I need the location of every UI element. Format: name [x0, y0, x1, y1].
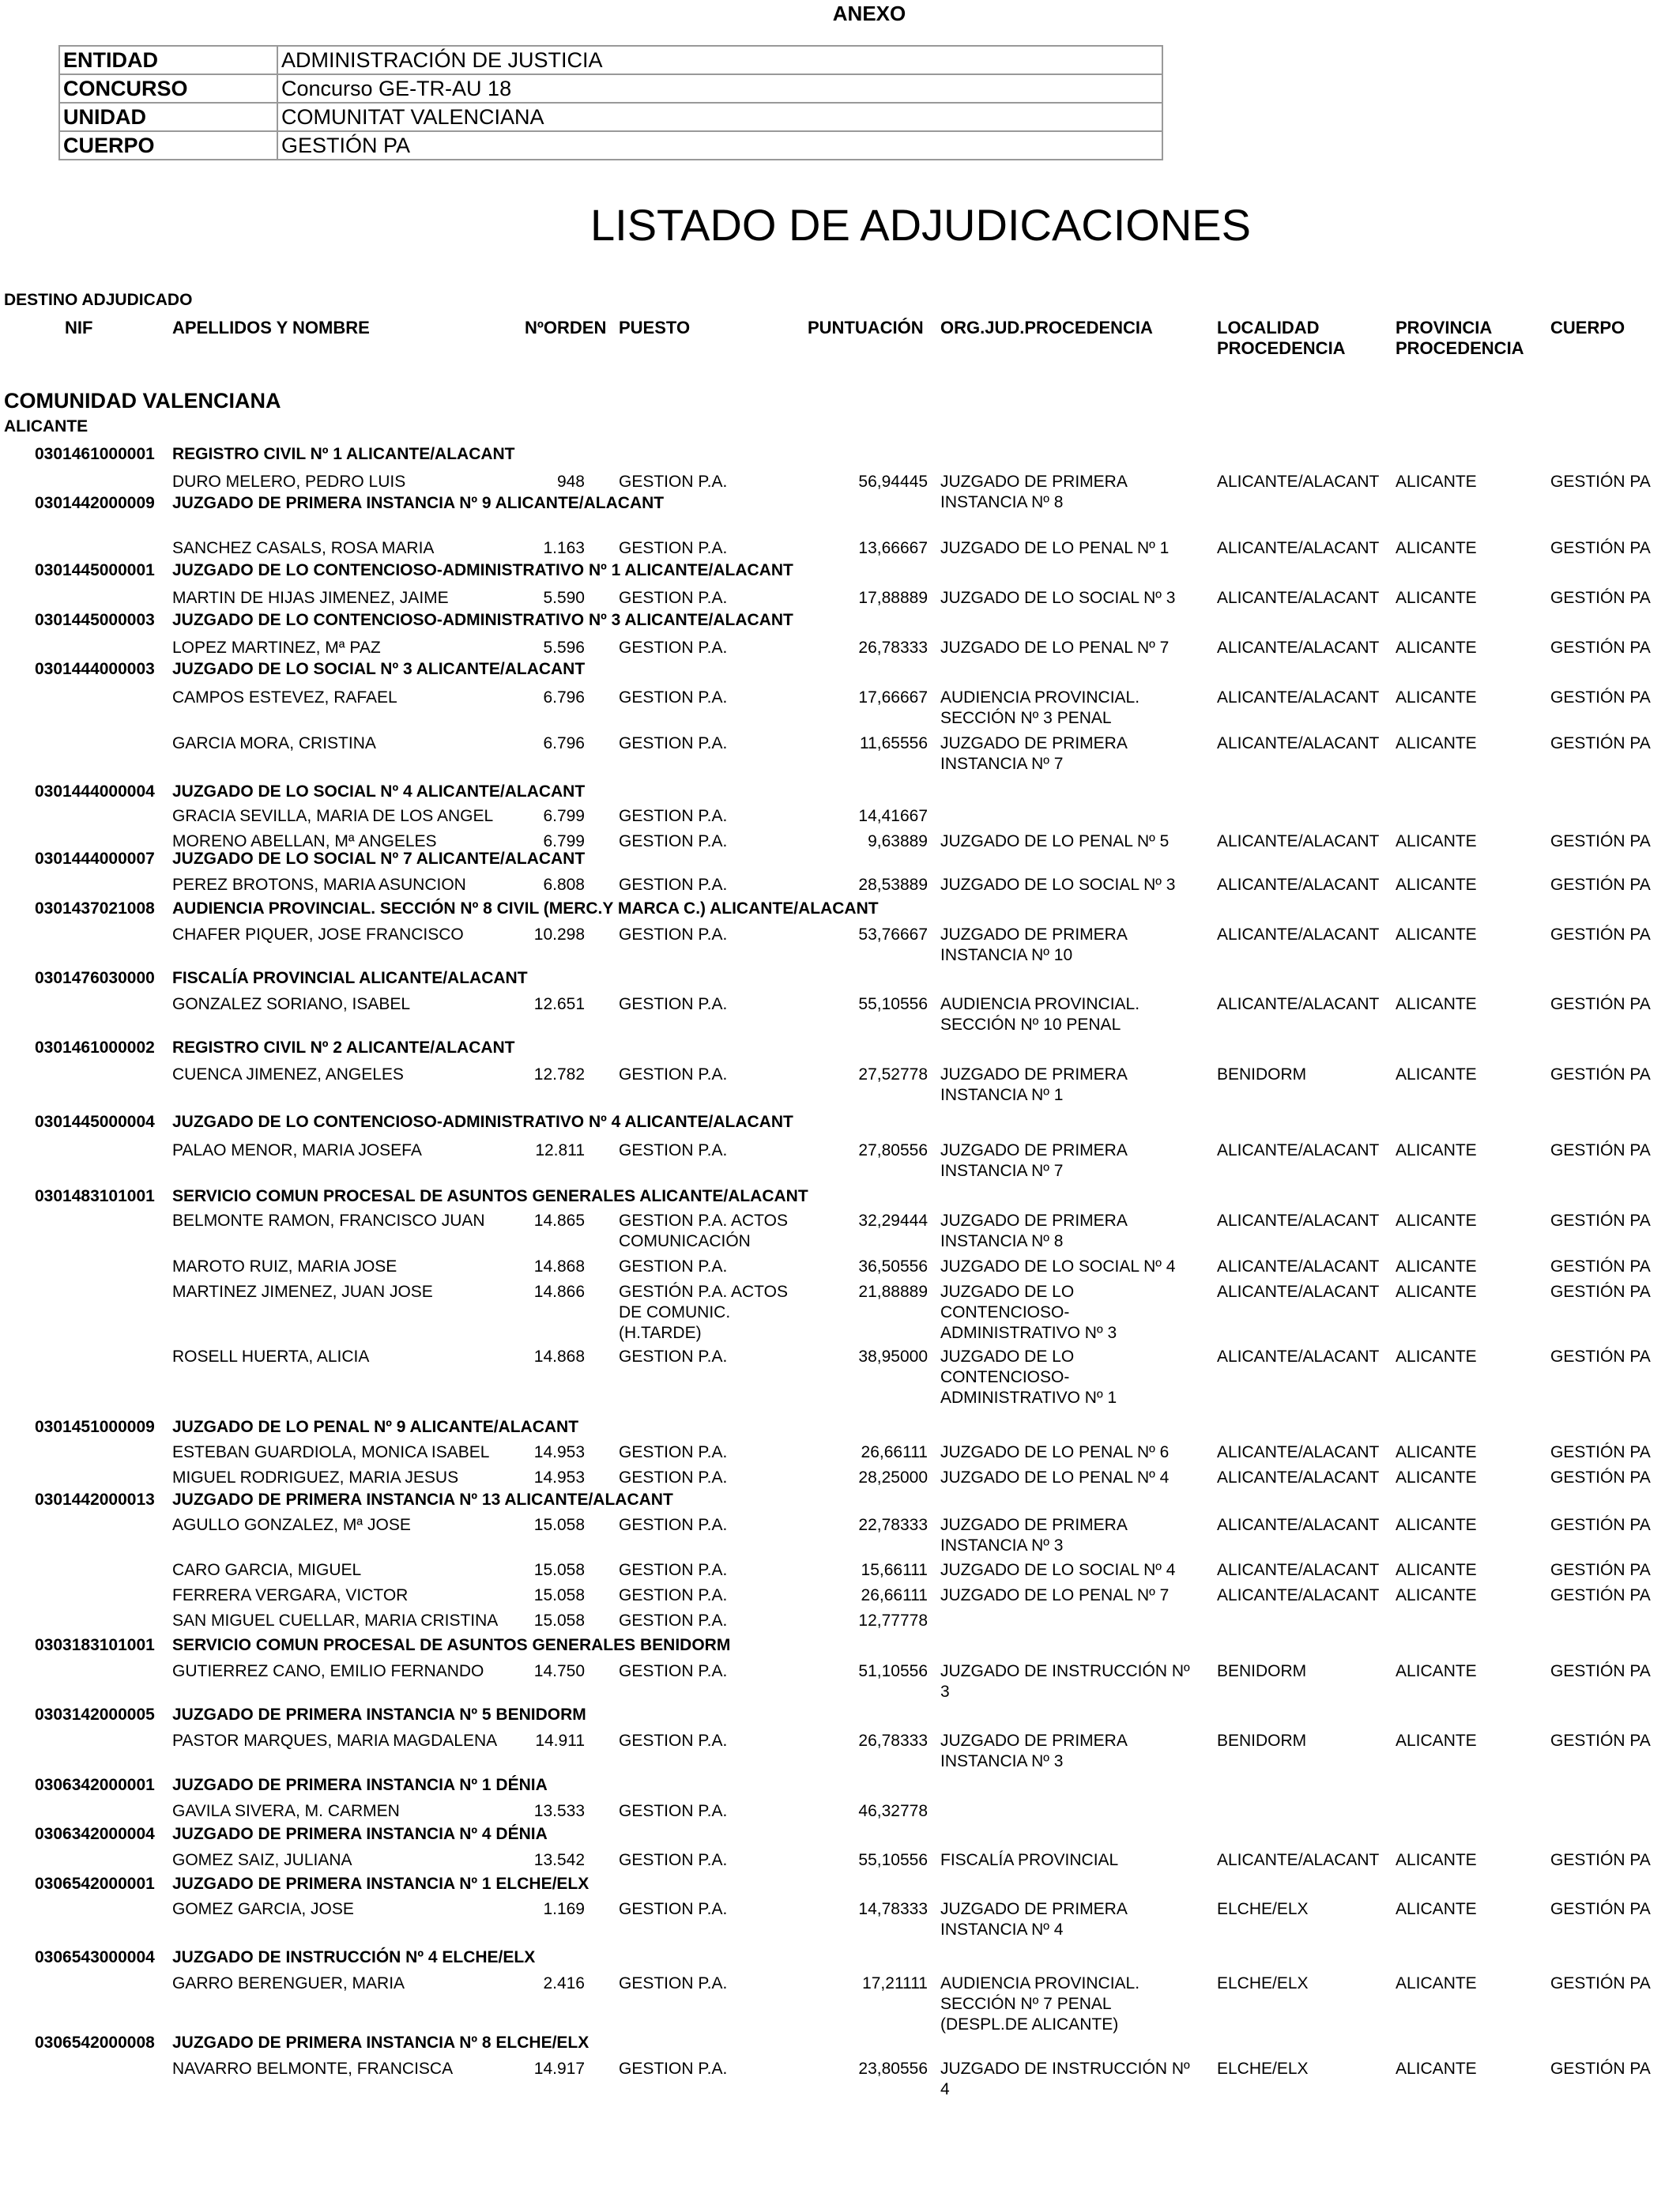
cell-puesto: GESTION P.A. [619, 807, 728, 825]
cell-cuerpo: GESTIÓN PA [1550, 1851, 1651, 1869]
cell-org-procedencia: AUDIENCIA PROVINCIAL. SECCIÓN Nº 7 PENAL (DESPL.DE ALICANTE) [940, 1974, 1140, 2034]
cell-provincia: ALICANTE [1396, 1974, 1477, 1992]
cell-cuerpo: GESTIÓN PA [1550, 589, 1651, 607]
group-code: 0306542000001 [35, 1875, 155, 1893]
cell-puesto: GESTION P.A. [619, 2060, 728, 2078]
cell-localidad: ALICANTE/ALACANT [1217, 539, 1380, 557]
group-name: JUZGADO DE LO SOCIAL Nº 4 ALICANTE/ALACANT [172, 782, 586, 801]
info-key: CUERPO [59, 131, 277, 160]
cell-orden: 15.058 [533, 1586, 585, 1604]
cell-orden: 12.651 [533, 995, 585, 1013]
cell-puesto: GESTION P.A. [619, 1065, 728, 1084]
cell-name: SANCHEZ CASALS, ROSA MARIA [172, 539, 435, 557]
group-code: 0301444000004 [35, 782, 155, 801]
cell-puntuacion: 26,78333 [858, 639, 928, 657]
cell-name: DURO MELERO, PEDRO LUIS [172, 473, 406, 491]
cell-puesto: GESTION P.A. [619, 589, 728, 607]
cell-puntuacion: 11,65556 [859, 734, 928, 752]
cell-cuerpo: GESTIÓN PA [1550, 1212, 1651, 1230]
group-name: JUZGADO DE LO CONTENCIOSO-ADMINISTRATIVO Nº 1 ALICANTE/ALACANT [172, 561, 793, 579]
group-name: JUZGADO DE PRIMERA INSTANCIA Nº 8 ELCHE/ELX [172, 2034, 590, 2052]
cell-name: MARTIN DE HIJAS JIMENEZ, JAIME [172, 589, 449, 607]
cell-puesto: GESTION P.A. [619, 1586, 728, 1604]
cell-provincia: ALICANTE [1396, 2060, 1477, 2078]
cell-name: GAVILA SIVERA, M. CARMEN [172, 1802, 400, 1820]
cell-orden: 5.590 [543, 589, 585, 607]
info-value: COMUNITAT VALENCIANA [277, 103, 1162, 131]
cell-localidad: ALICANTE/ALACANT [1217, 688, 1380, 707]
group-code: 0301445000003 [35, 611, 155, 629]
cell-localidad: ALICANTE/ALACANT [1217, 1468, 1380, 1487]
cell-localidad: ALICANTE/ALACANT [1217, 876, 1380, 894]
cell-name: MIGUEL RODRIGUEZ, MARIA JESUS [172, 1468, 459, 1487]
cell-name: NAVARRO BELMONTE, FRANCISCA [172, 2060, 454, 2078]
group-code: 0306542000008 [35, 2034, 155, 2052]
col-header-puntuacion: PUNTUACIÓN [808, 318, 924, 337]
cell-orden: 14.953 [533, 1468, 585, 1487]
cell-puntuacion: 17,66667 [858, 688, 928, 707]
col-header-provincia: PROVINCIA PROCEDENCIA [1396, 318, 1524, 358]
cell-puntuacion: 21,88889 [858, 1283, 928, 1301]
cell-org-procedencia: JUZGADO DE LO CONTENCIOSO- ADMINISTRATIVO Nº 3 [940, 1283, 1117, 1342]
cell-name: PEREZ BROTONS, MARIA ASUNCION [172, 876, 466, 894]
cell-cuerpo: GESTIÓN PA [1550, 639, 1651, 657]
cell-puntuacion: 28,25000 [858, 1468, 928, 1487]
cell-cuerpo: GESTIÓN PA [1550, 1443, 1651, 1461]
cell-cuerpo: GESTIÓN PA [1550, 1257, 1651, 1276]
cell-localidad: ALICANTE/ALACANT [1217, 1443, 1380, 1461]
cell-provincia: ALICANTE [1396, 1662, 1477, 1680]
cell-cuerpo: GESTIÓN PA [1550, 1900, 1651, 1918]
cell-name: CUENCA JIMENEZ, ANGELES [172, 1065, 404, 1084]
cell-puesto: GESTION P.A. ACTOS COMUNICACIÓN [619, 1212, 788, 1250]
cell-puntuacion: 27,80556 [858, 1141, 928, 1159]
cell-name: GARCIA MORA, CRISTINA [172, 734, 376, 752]
cell-puesto: GESTION P.A. [619, 1468, 728, 1487]
col-header-nombre: APELLIDOS Y NOMBRE [172, 318, 370, 337]
cell-puntuacion: 22,78333 [858, 1516, 928, 1534]
group-code: 0301461000002 [35, 1039, 155, 1057]
cell-cuerpo: GESTIÓN PA [1550, 1662, 1651, 1680]
cell-puntuacion: 15,66111 [861, 1561, 928, 1579]
info-key: ENTIDAD [59, 46, 277, 74]
cell-orden: 15.058 [533, 1561, 585, 1579]
cell-org-procedencia: JUZGADO DE PRIMERA INSTANCIA Nº 4 [940, 1900, 1128, 1939]
group-name: JUZGADO DE LO PENAL Nº 9 ALICANTE/ALACANT [172, 1418, 579, 1436]
destino-label: DESTINO ADJUDICADO [4, 291, 193, 309]
group-code: 0301445000001 [35, 561, 155, 579]
cell-puntuacion: 17,21111 [862, 1974, 928, 1992]
cell-puesto: GESTION P.A. [619, 539, 728, 557]
cell-localidad: ALICANTE/ALACANT [1217, 1141, 1380, 1159]
cell-localidad: ALICANTE/ALACANT [1217, 1586, 1380, 1604]
group-name: SERVICIO COMUN PROCESAL DE ASUNTOS GENERALES BENIDORM [172, 1636, 731, 1654]
cell-localidad: ALICANTE/ALACANT [1217, 832, 1380, 850]
group-name: JUZGADO DE PRIMERA INSTANCIA Nº 13 ALICANTE/ALACANT [172, 1491, 673, 1509]
group-code: 0306342000001 [35, 1776, 155, 1794]
cell-name: CARO GARCIA, MIGUEL [172, 1561, 362, 1579]
cell-org-procedencia: JUZGADO DE INSTRUCCIÓN Nº 4 [940, 2060, 1190, 2098]
cell-org-procedencia: AUDIENCIA PROVINCIAL. SECCIÓN Nº 10 PENAL [940, 995, 1140, 1034]
cell-provincia: ALICANTE [1396, 473, 1477, 491]
cell-puesto: GESTION P.A. [619, 1443, 728, 1461]
group-name: SERVICIO COMUN PROCESAL DE ASUNTOS GENERALES ALICANTE/ALACANT [172, 1187, 808, 1205]
group-code: 0301442000013 [35, 1491, 155, 1509]
cell-puesto: GESTION P.A. [619, 1732, 728, 1750]
cell-name: GARRO BERENGUER, MARIA [172, 1974, 405, 1992]
cell-name: CHAFER PIQUER, JOSE FRANCISCO [172, 925, 464, 944]
cell-provincia: ALICANTE [1396, 1257, 1477, 1276]
cell-orden: 14.917 [533, 2060, 585, 2078]
cell-puesto: GESTION P.A. [619, 1802, 728, 1820]
cell-name: GUTIERREZ CANO, EMILIO FERNANDO [172, 1662, 484, 1680]
province-heading: ALICANTE [4, 417, 89, 435]
cell-name: LOPEZ MARTINEZ, Mª PAZ [172, 639, 381, 657]
group-name: JUZGADO DE INSTRUCCIÓN Nº 4 ELCHE/ELX [172, 1948, 536, 1966]
cell-puntuacion: 23,80556 [858, 2060, 928, 2078]
cell-name: GOMEZ SAIZ, JULIANA [172, 1851, 352, 1869]
cell-puntuacion: 38,95000 [858, 1348, 928, 1366]
cell-cuerpo: GESTIÓN PA [1550, 1516, 1651, 1534]
info-value: ADMINISTRACIÓN DE JUSTICIA [277, 46, 1162, 74]
group-code: 0301445000004 [35, 1113, 155, 1131]
cell-localidad: ALICANTE/ALACANT [1217, 589, 1380, 607]
group-name: FISCALÍA PROVINCIAL ALICANTE/ALACANT [172, 969, 528, 987]
cell-name: ESTEBAN GUARDIOLA, MONICA ISABEL [172, 1443, 490, 1461]
cell-orden: 14.750 [533, 1662, 585, 1680]
cell-org-procedencia: JUZGADO DE PRIMERA INSTANCIA Nº 8 [940, 473, 1128, 511]
cell-puesto: GESTION P.A. [619, 688, 728, 707]
cell-provincia: ALICANTE [1396, 1851, 1477, 1869]
col-header-orgjud: ORG.JUD.PROCEDENCIA [940, 318, 1153, 337]
group-name: JUZGADO DE PRIMERA INSTANCIA Nº 9 ALICANTE/ALACANT [172, 494, 665, 512]
cell-org-procedencia: JUZGADO DE LO PENAL Nº 7 [940, 1586, 1170, 1604]
cell-cuerpo: GESTIÓN PA [1550, 1065, 1651, 1084]
info-key: CONCURSO [59, 74, 277, 103]
cell-provincia: ALICANTE [1396, 925, 1477, 944]
cell-cuerpo: GESTIÓN PA [1550, 1468, 1651, 1487]
cell-provincia: ALICANTE [1396, 1468, 1477, 1487]
annex-heading: ANEXO [832, 2, 906, 25]
cell-puntuacion: 26,66111 [861, 1443, 928, 1461]
cell-org-procedencia: JUZGADO DE PRIMERA INSTANCIA Nº 1 [940, 1065, 1128, 1104]
cell-localidad: ELCHE/ELX [1217, 1900, 1309, 1918]
cell-name: ROSELL HUERTA, ALICIA [172, 1348, 370, 1366]
cell-provincia: ALICANTE [1396, 1732, 1477, 1750]
cell-provincia: ALICANTE [1396, 639, 1477, 657]
cell-name: GOMEZ GARCIA, JOSE [172, 1900, 354, 1918]
cell-provincia: ALICANTE [1396, 589, 1477, 607]
cell-org-procedencia: AUDIENCIA PROVINCIAL. SECCIÓN Nº 3 PENAL [940, 688, 1140, 727]
cell-org-procedencia: JUZGADO DE PRIMERA INSTANCIA Nº 10 [940, 925, 1128, 964]
cell-name: PASTOR MARQUES, MARIA MAGDALENA [172, 1732, 498, 1750]
col-header-cuerpo: CUERPO [1550, 318, 1625, 337]
group-code: 0301461000001 [35, 445, 155, 463]
cell-orden: 13.542 [533, 1851, 585, 1869]
cell-org-procedencia: JUZGADO DE LO PENAL Nº 6 [940, 1443, 1170, 1461]
cell-cuerpo: GESTIÓN PA [1550, 1283, 1651, 1301]
cell-org-procedencia: JUZGADO DE PRIMERA INSTANCIA Nº 3 [940, 1732, 1128, 1770]
cell-name: FERRERA VERGARA, VICTOR [172, 1586, 409, 1604]
col-header-orden: NºORDEN [525, 318, 607, 337]
cell-puntuacion: 32,29444 [858, 1212, 928, 1230]
cell-org-procedencia: JUZGADO DE PRIMERA INSTANCIA Nº 8 [940, 1212, 1128, 1250]
group-code: 0306342000004 [35, 1825, 155, 1843]
cell-orden: 2.416 [543, 1974, 585, 1992]
cell-localidad: ALICANTE/ALACANT [1217, 925, 1380, 944]
cell-cuerpo: GESTIÓN PA [1550, 1561, 1651, 1579]
cell-name: MORENO ABELLAN, Mª ANGELES [172, 832, 437, 850]
cell-cuerpo: GESTIÓN PA [1550, 876, 1651, 894]
cell-name: PALAO MENOR, MARIA JOSEFA [172, 1141, 422, 1159]
cell-org-procedencia: JUZGADO DE LO SOCIAL Nº 3 [940, 589, 1176, 607]
cell-provincia: ALICANTE [1396, 832, 1477, 850]
cell-localidad: BENIDORM [1217, 1662, 1307, 1680]
group-name: JUZGADO DE PRIMERA INSTANCIA Nº 5 BENIDORM [172, 1706, 586, 1724]
cell-localidad: ALICANTE/ALACANT [1217, 1851, 1380, 1869]
group-code: 0301442000009 [35, 494, 155, 512]
cell-puesto: GESTION P.A. [619, 1348, 728, 1366]
cell-cuerpo: GESTIÓN PA [1550, 473, 1651, 491]
cell-puntuacion: 36,50556 [858, 1257, 928, 1276]
cell-puntuacion: 14,41667 [858, 807, 928, 825]
cell-orden: 15.058 [533, 1612, 585, 1630]
group-name: REGISTRO CIVIL Nº 2 ALICANTE/ALACANT [172, 1039, 515, 1057]
group-code: 0301437021008 [35, 899, 155, 918]
group-code: 0301444000007 [35, 850, 155, 868]
cell-cuerpo: GESTIÓN PA [1550, 925, 1651, 944]
cell-puntuacion: 28,53889 [858, 876, 928, 894]
cell-puesto: GESTION P.A. [619, 1662, 728, 1680]
group-name: REGISTRO CIVIL Nº 1 ALICANTE/ALACANT [172, 445, 515, 463]
cell-org-procedencia: JUZGADO DE LO PENAL Nº 7 [940, 639, 1170, 657]
cell-puesto: GESTION P.A. [619, 1612, 728, 1630]
cell-org-procedencia: JUZGADO DE PRIMERA INSTANCIA Nº 7 [940, 1141, 1128, 1180]
cell-puesto: GESTION P.A. [619, 925, 728, 944]
group-name: JUZGADO DE LO CONTENCIOSO-ADMINISTRATIVO Nº 4 ALICANTE/ALACANT [172, 1113, 793, 1131]
cell-cuerpo: GESTIÓN PA [1550, 2060, 1651, 2078]
cell-orden: 14.868 [533, 1348, 585, 1366]
group-name: AUDIENCIA PROVINCIAL. SECCIÓN Nº 8 CIVIL (MERC.Y MARCA C.) ALICANTE/ALACANT [172, 899, 879, 918]
cell-provincia: ALICANTE [1396, 1586, 1477, 1604]
cell-cuerpo: GESTIÓN PA [1550, 995, 1651, 1013]
cell-cuerpo: GESTIÓN PA [1550, 1348, 1651, 1366]
cell-puntuacion: 55,10556 [858, 995, 928, 1013]
cell-puesto: GESTION P.A. [619, 995, 728, 1013]
cell-provincia: ALICANTE [1396, 1561, 1477, 1579]
cell-orden: 14.911 [535, 1732, 585, 1750]
cell-puesto: GESTION P.A. [619, 1974, 728, 1992]
region-heading: COMUNIDAD VALENCIANA [4, 389, 281, 413]
cell-puesto: GESTION P.A. [619, 1900, 728, 1918]
cell-provincia: ALICANTE [1396, 1900, 1477, 1918]
cell-orden: 14.953 [533, 1443, 585, 1461]
cell-name: GONZALEZ SORIANO, ISABEL [172, 995, 411, 1013]
cell-puesto: GESTION P.A. [619, 832, 728, 850]
cell-puntuacion: 12,77778 [858, 1612, 928, 1630]
cell-name: MARTINEZ JIMENEZ, JUAN JOSE [172, 1283, 433, 1301]
cell-puntuacion: 13,66667 [858, 539, 928, 557]
cell-orden: 6.799 [543, 807, 585, 825]
cell-cuerpo: GESTIÓN PA [1550, 539, 1651, 557]
cell-name: MAROTO RUIZ, MARIA JOSE [172, 1257, 397, 1276]
cell-localidad: ALICANTE/ALACANT [1217, 1348, 1380, 1366]
cell-localidad: ALICANTE/ALACANT [1217, 1212, 1380, 1230]
cell-provincia: ALICANTE [1396, 1443, 1477, 1461]
cell-org-procedencia: JUZGADO DE PRIMERA INSTANCIA Nº 7 [940, 734, 1128, 773]
cell-orden: 1.169 [543, 1900, 585, 1918]
cell-puesto: GESTION P.A. [619, 876, 728, 894]
cell-localidad: ALICANTE/ALACANT [1217, 995, 1380, 1013]
cell-orden: 1.163 [543, 539, 585, 557]
cell-provincia: ALICANTE [1396, 688, 1477, 707]
cell-provincia: ALICANTE [1396, 734, 1477, 752]
cell-cuerpo: GESTIÓN PA [1550, 1732, 1651, 1750]
cell-puesto: GESTION P.A. [619, 1561, 728, 1579]
cell-localidad: ALICANTE/ALACANT [1217, 473, 1380, 491]
cell-localidad: ALICANTE/ALACANT [1217, 1516, 1380, 1534]
cell-provincia: ALICANTE [1396, 1516, 1477, 1534]
cell-puntuacion: 26,66111 [861, 1586, 928, 1604]
cell-orden: 12.811 [535, 1141, 585, 1159]
cell-localidad: BENIDORM [1217, 1732, 1307, 1750]
group-name: JUZGADO DE PRIMERA INSTANCIA Nº 4 DÉNIA [172, 1825, 548, 1843]
cell-orden: 10.298 [533, 925, 585, 944]
cell-localidad: BENIDORM [1217, 1065, 1307, 1084]
cell-orden: 6.799 [543, 832, 585, 850]
cell-name: AGULLO GONZALEZ, Mª JOSE [172, 1516, 411, 1534]
info-row-entidad [59, 46, 1162, 74]
cell-org-procedencia: JUZGADO DE INSTRUCCIÓN Nº 3 [940, 1662, 1190, 1701]
cell-provincia: ALICANTE [1396, 539, 1477, 557]
cell-orden: 15.058 [533, 1516, 585, 1534]
cell-orden: 6.796 [543, 734, 585, 752]
cell-provincia: ALICANTE [1396, 1212, 1477, 1230]
cell-provincia: ALICANTE [1396, 876, 1477, 894]
cell-org-procedencia: JUZGADO DE LO CONTENCIOSO- ADMINISTRATIVO Nº 1 [940, 1348, 1117, 1407]
cell-org-procedencia: JUZGADO DE LO PENAL Nº 5 [940, 832, 1170, 850]
cell-orden: 14.866 [533, 1283, 585, 1301]
cell-puesto: GESTION P.A. [619, 1257, 728, 1276]
cell-puesto: GESTIÓN P.A. ACTOS DE COMUNIC. (H.TARDE) [619, 1283, 788, 1342]
cell-localidad: ALICANTE/ALACANT [1217, 1257, 1380, 1276]
cell-org-procedencia: FISCALÍA PROVINCIAL [940, 1851, 1119, 1869]
cell-name: BELMONTE RAMON, FRANCISCO JUAN [172, 1212, 485, 1230]
cell-puntuacion: 14,78333 [858, 1900, 928, 1918]
cell-name: SAN MIGUEL CUELLAR, MARIA CRISTINA [172, 1612, 499, 1630]
cell-org-procedencia: JUZGADO DE LO SOCIAL Nº 4 [940, 1257, 1176, 1276]
cell-puntuacion: 27,52778 [858, 1065, 928, 1084]
cell-orden: 948 [556, 473, 585, 491]
info-key: UNIDAD [59, 103, 277, 131]
cell-puntuacion: 55,10556 [858, 1851, 928, 1869]
cell-localidad: ELCHE/ELX [1217, 1974, 1309, 1992]
group-code: 0301483101001 [35, 1187, 155, 1205]
cell-cuerpo: GESTIÓN PA [1550, 688, 1651, 707]
group-name: JUZGADO DE PRIMERA INSTANCIA Nº 1 DÉNIA [172, 1776, 548, 1794]
cell-puntuacion: 51,10556 [858, 1662, 928, 1680]
group-name: JUZGADO DE PRIMERA INSTANCIA Nº 1 ELCHE/ELX [172, 1875, 590, 1893]
info-row-cuerpo [59, 131, 1162, 160]
cell-provincia: ALICANTE [1396, 1283, 1477, 1301]
cell-name: GRACIA SEVILLA, MARIA DE LOS ANGEL [172, 807, 494, 825]
info-row-unidad [59, 103, 1162, 131]
cell-orden: 12.782 [533, 1065, 585, 1084]
col-header-localidad: LOCALIDAD PROCEDENCIA [1217, 318, 1346, 358]
cell-cuerpo: GESTIÓN PA [1550, 734, 1651, 752]
cell-cuerpo: GESTIÓN PA [1550, 1974, 1651, 1992]
cell-orden: 6.796 [543, 688, 585, 707]
cell-org-procedencia: JUZGADO DE LO PENAL Nº 1 [940, 539, 1170, 557]
group-name: JUZGADO DE LO CONTENCIOSO-ADMINISTRATIVO Nº 3 ALICANTE/ALACANT [172, 611, 793, 629]
cell-puesto: GESTION P.A. [619, 734, 728, 752]
info-table [58, 45, 1163, 160]
group-name: JUZGADO DE LO SOCIAL Nº 3 ALICANTE/ALACANT [172, 660, 586, 678]
group-name: JUZGADO DE LO SOCIAL Nº 7 ALICANTE/ALACANT [172, 850, 586, 868]
cell-puesto: GESTION P.A. [619, 639, 728, 657]
cell-orden: 6.808 [543, 876, 585, 894]
cell-puesto: GESTION P.A. [619, 1141, 728, 1159]
group-code: 0301444000003 [35, 660, 155, 678]
cell-provincia: ALICANTE [1396, 995, 1477, 1013]
cell-org-procedencia: JUZGADO DE LO PENAL Nº 4 [940, 1468, 1170, 1487]
group-code: 0303183101001 [35, 1636, 155, 1654]
cell-cuerpo: GESTIÓN PA [1550, 832, 1651, 850]
cell-localidad: ALICANTE/ALACANT [1217, 734, 1380, 752]
cell-puntuacion: 9,63889 [868, 832, 928, 850]
info-value: GESTIÓN PA [277, 131, 1162, 160]
cell-org-procedencia: JUZGADO DE LO SOCIAL Nº 4 [940, 1561, 1176, 1579]
col-header-nif: NIF [65, 318, 93, 337]
group-code: 0301451000009 [35, 1418, 155, 1436]
cell-puesto: GESTION P.A. [619, 1516, 728, 1534]
cell-provincia: ALICANTE [1396, 1065, 1477, 1084]
cell-name: CAMPOS ESTEVEZ, RAFAEL [172, 688, 397, 707]
cell-localidad: ALICANTE/ALACANT [1217, 1283, 1380, 1301]
cell-cuerpo: GESTIÓN PA [1550, 1141, 1651, 1159]
cell-puesto: GESTION P.A. [619, 473, 728, 491]
group-code: 0301476030000 [35, 969, 155, 987]
cell-provincia: ALICANTE [1396, 1141, 1477, 1159]
group-code: 0303142000005 [35, 1706, 155, 1724]
info-row-concurso [59, 74, 1162, 103]
cell-localidad: ALICANTE/ALACANT [1217, 1561, 1380, 1579]
cell-localidad: ELCHE/ELX [1217, 2060, 1309, 2078]
cell-provincia: ALICANTE [1396, 1348, 1477, 1366]
cell-puntuacion: 26,78333 [858, 1732, 928, 1750]
cell-puntuacion: 46,32778 [858, 1802, 928, 1820]
cell-puntuacion: 53,76667 [858, 925, 928, 944]
cell-orden: 14.865 [533, 1212, 585, 1230]
cell-localidad: ALICANTE/ALACANT [1217, 639, 1380, 657]
page-title: LISTADO DE ADJUDICACIONES [590, 200, 1251, 250]
cell-puesto: GESTION P.A. [619, 1851, 728, 1869]
info-value: Concurso GE-TR-AU 18 [277, 74, 1162, 103]
col-header-puesto: PUESTO [619, 318, 691, 337]
cell-orden: 14.868 [533, 1257, 585, 1276]
cell-orden: 13.533 [533, 1802, 585, 1820]
cell-orden: 5.596 [543, 639, 585, 657]
cell-puntuacion: 17,88889 [858, 589, 928, 607]
cell-puntuacion: 56,94445 [858, 473, 928, 491]
cell-cuerpo: GESTIÓN PA [1550, 1586, 1651, 1604]
cell-org-procedencia: JUZGADO DE LO SOCIAL Nº 3 [940, 876, 1176, 894]
cell-org-procedencia: JUZGADO DE PRIMERA INSTANCIA Nº 3 [940, 1516, 1128, 1555]
group-code: 0306543000004 [35, 1948, 155, 1966]
